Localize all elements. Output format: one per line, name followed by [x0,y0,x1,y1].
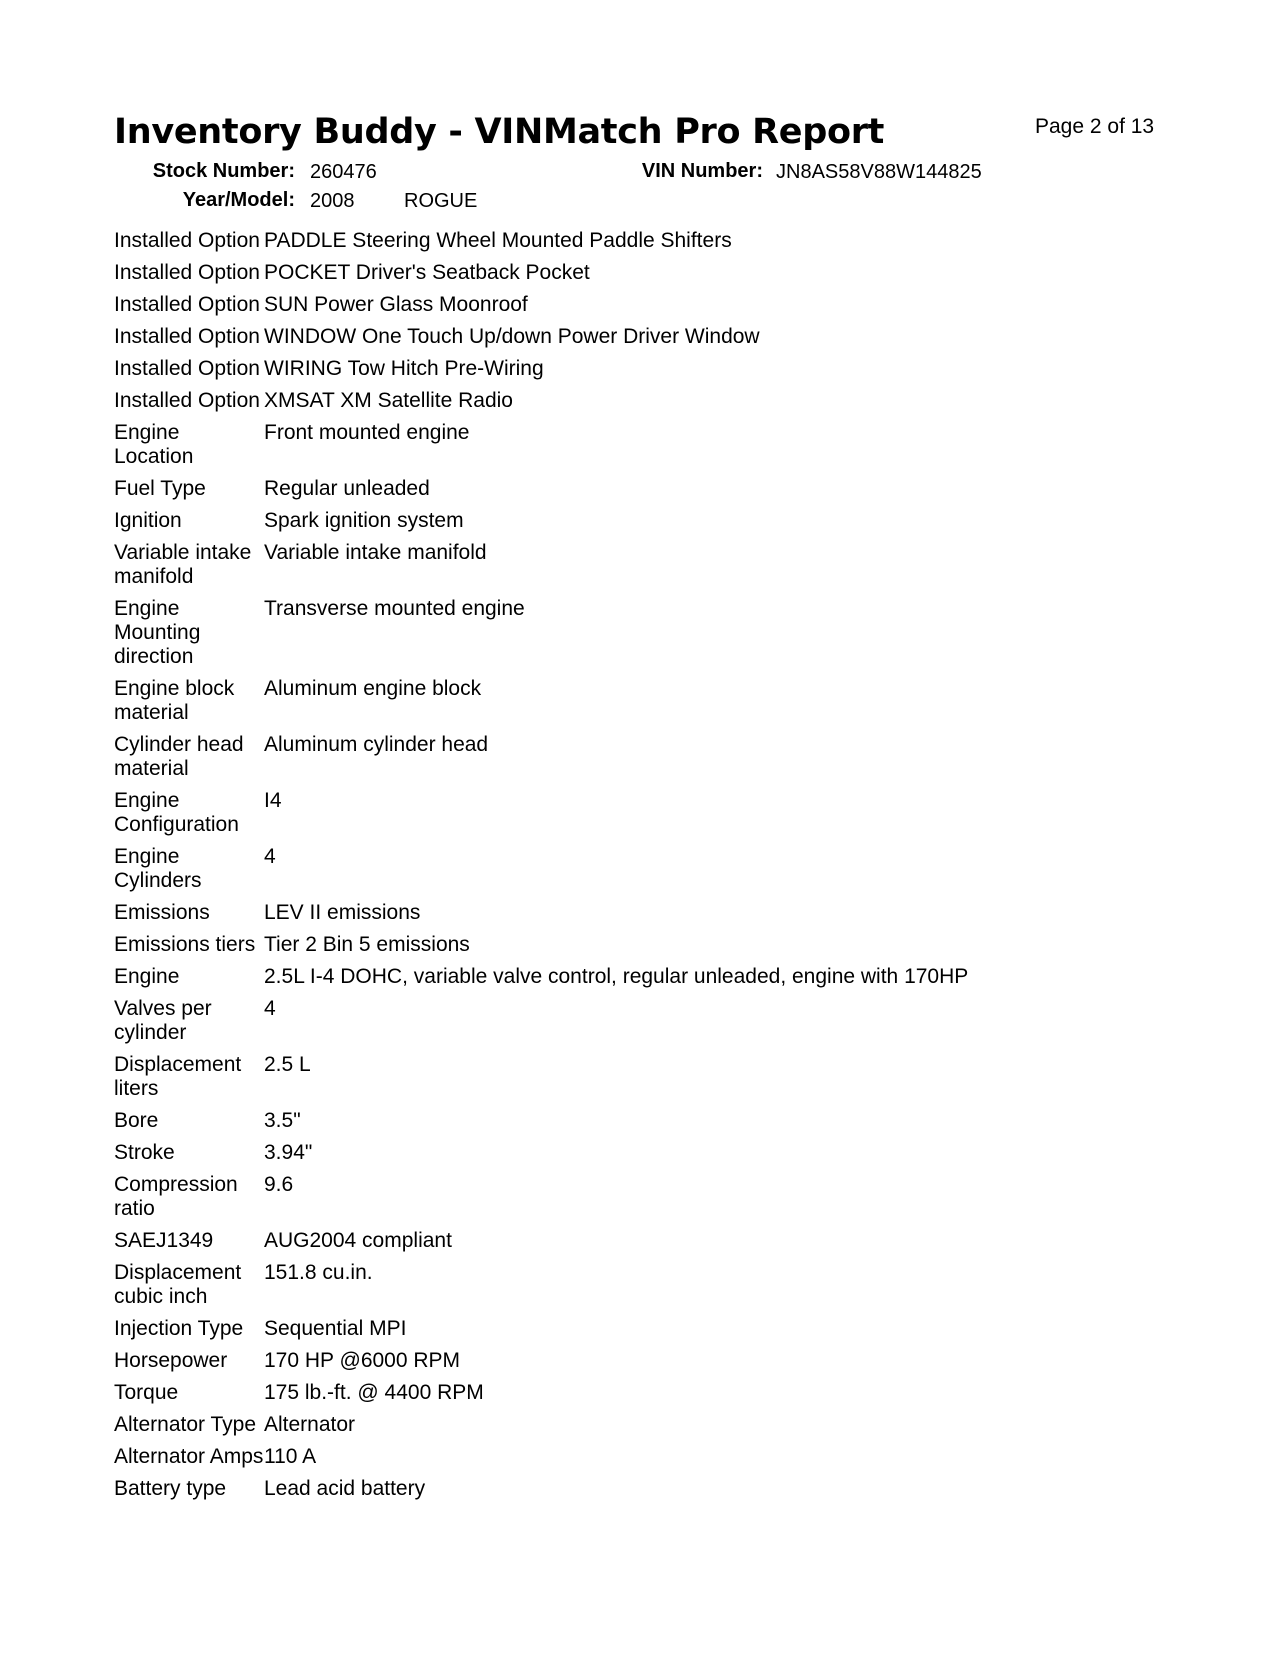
spec-value: Transverse mounted engine [264,597,525,620]
spec-row [114,677,1174,733]
year-model-label: Year/Model: [182,189,295,211]
spec-row [114,1349,1174,1381]
spec-value: 4 [264,845,276,868]
stock-number-value: 260476 [310,161,377,183]
spec-value: Aluminum engine block [264,677,482,700]
spec-label: Engine block material [114,677,235,724]
spec-label: Cylinder head material [114,733,244,780]
spec-row [114,325,1174,357]
spec-row [114,293,1174,325]
spec-label: Compression ratio [114,1173,238,1220]
spec-row [114,1229,1174,1261]
spec-label: Installed Option [114,325,260,348]
spec-value: 170 HP @6000 RPM [264,1349,461,1372]
spec-label: Ignition [114,509,182,532]
spec-value: I4 [264,789,282,812]
spec-label: Installed Option [114,293,260,316]
spec-label: Variable intake manifold [114,541,252,588]
spec-row [114,261,1174,293]
spec-value: Aluminum cylinder head [264,733,489,756]
spec-value: 110 A [264,1445,317,1468]
spec-label: SAEJ1349 [114,1229,214,1252]
spec-row [114,597,1174,677]
spec-label: Engine Mounting direction [114,597,201,668]
spec-value: WINDOW One Touch Up/down Power Driver Window [264,325,760,348]
spec-row [114,789,1174,845]
stock-number-label: Stock Number: [152,160,295,182]
spec-row [114,1381,1174,1413]
model-value: ROGUE [404,190,478,212]
spec-value: LEV II emissions [264,901,421,924]
spec-label: Engine Cylinders [114,845,202,892]
spec-value: XMSAT XM Satellite Radio [264,389,513,412]
spec-label: Displacement liters [114,1053,242,1100]
spec-value: Tier 2 Bin 5 emissions [264,933,470,956]
spec-value: 2.5 L [264,1053,311,1076]
spec-label: Bore [114,1109,159,1132]
spec-row [114,933,1174,965]
spec-row [114,901,1174,933]
spec-label: Stroke [114,1141,175,1164]
spec-label: Torque [114,1381,179,1404]
spec-label: Installed Option [114,389,260,412]
spec-row [114,1413,1174,1445]
vin-number-label: VIN Number: [641,160,763,182]
spec-value: 175 lb.-ft. @ 4400 RPM [264,1381,484,1404]
page-number: Page 2 of 13 [1035,115,1155,138]
vin-number-value: JN8AS58V88W144825 [776,161,982,183]
spec-label: Emissions tiers [114,933,256,956]
spec-row [114,229,1174,261]
spec-row [114,1261,1174,1317]
spec-row [114,965,1174,997]
spec-row [114,997,1174,1053]
spec-value: SUN Power Glass Moonroof [264,293,528,316]
spec-value: AUG2004 compliant [264,1229,452,1252]
spec-value: Spark ignition system [264,509,464,532]
spec-row [114,421,1174,477]
year-value: 2008 [310,190,355,212]
spec-row [114,1109,1174,1141]
spec-value: Lead acid battery [264,1477,426,1500]
spec-value: Alternator [264,1413,356,1436]
spec-row [114,733,1174,789]
spec-row [114,1445,1174,1477]
spec-row [114,1173,1174,1229]
spec-label: Horsepower [114,1349,228,1372]
spec-label: Engine [114,965,180,988]
spec-label: Battery type [114,1477,227,1500]
spec-label: Valves per cylinder [114,997,212,1044]
spec-label: Emissions [114,901,210,924]
spec-label: Alternator Amps [114,1445,264,1468]
spec-label: Installed Option [114,261,260,284]
spec-label: Engine Configuration [114,789,239,836]
spec-label: Engine Location [114,421,194,468]
spec-value: WIRING Tow Hitch Pre-Wiring [264,357,544,380]
spec-row [114,1053,1174,1109]
spec-value: 3.5" [264,1109,301,1132]
spec-row [114,1317,1174,1349]
spec-row [114,1141,1174,1173]
spec-label: Injection Type [114,1317,244,1340]
spec-row [114,509,1174,541]
spec-value: 9.6 [264,1173,294,1196]
spec-row [114,541,1174,597]
spec-value: Regular unleaded [264,477,430,500]
spec-row [114,477,1174,509]
spec-value: 2.5L I-4 DOHC, variable valve control, regular unleaded, engine with 170HP [264,965,969,988]
spec-value: 151.8 cu.in. [264,1261,373,1284]
spec-row [114,1477,1174,1509]
spec-value: PADDLE Steering Wheel Mounted Paddle Shifters [264,229,732,252]
spec-value: 3.94" [264,1141,313,1164]
spec-row [114,357,1174,389]
spec-label: Fuel Type [114,477,206,500]
spec-table [114,229,1174,1509]
spec-value: Front mounted engine [264,421,470,444]
spec-label: Displacement cubic inch [114,1261,242,1308]
report-title: Inventory Buddy - VINMatch Pro Report [114,112,885,152]
spec-value: 4 [264,997,276,1020]
spec-value: Sequential MPI [264,1317,407,1340]
spec-row [114,845,1174,901]
spec-label: Installed Option [114,229,260,252]
spec-label: Installed Option [114,357,260,380]
spec-value: POCKET Driver's Seatback Pocket [264,261,590,284]
spec-row [114,389,1174,421]
spec-label: Alternator Type [114,1413,257,1436]
spec-value: Variable intake manifold [264,541,487,564]
